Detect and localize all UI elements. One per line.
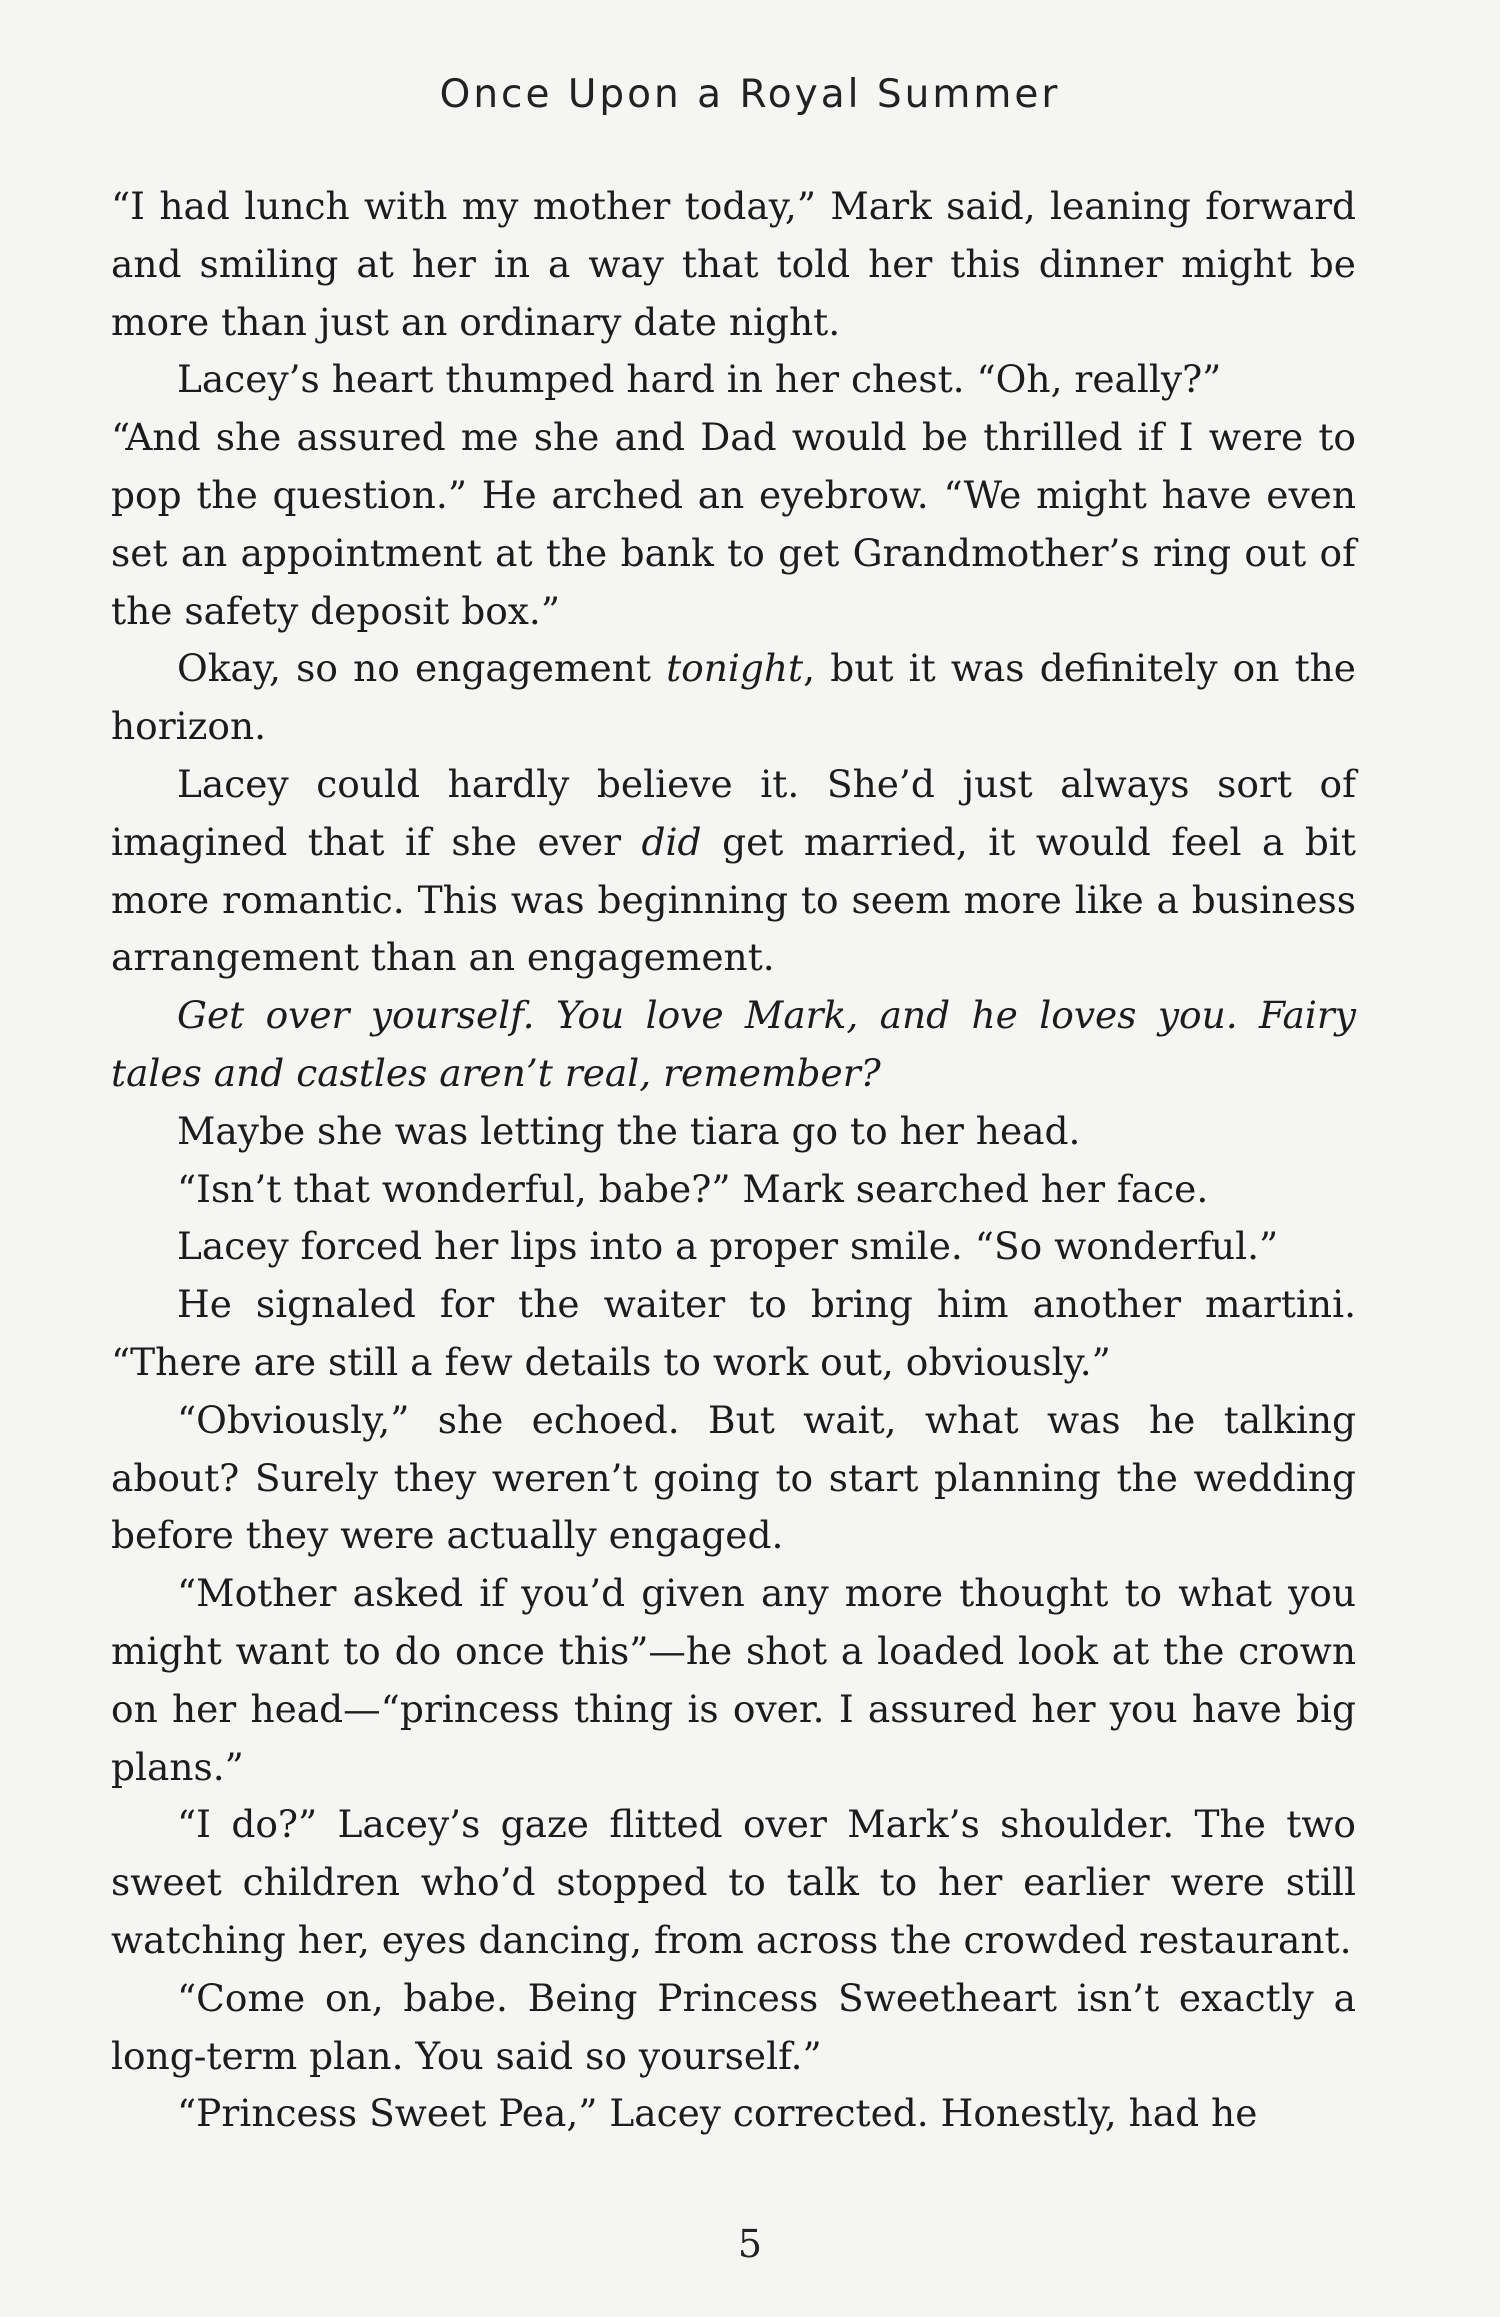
paragraph-italic-text: tonight bbox=[666, 646, 804, 691]
paragraph-text: Okay, so no engagement bbox=[177, 646, 667, 691]
paragraph bbox=[111, 1161, 1356, 1219]
paragraph bbox=[111, 1796, 1356, 1969]
paragraph bbox=[111, 1276, 1356, 1392]
paragraph bbox=[111, 1218, 1356, 1276]
paragraph-text: “I had lunch with my mother today,” Mark said, leaning forward and smiling at her in a way that told her this dinner might be more than just an ordinary date night. bbox=[111, 184, 1356, 344]
paragraph bbox=[111, 2085, 1356, 2143]
paragraph-italic-text: did bbox=[641, 819, 702, 864]
paragraph bbox=[111, 1392, 1356, 1565]
paragraph-text: , but it was definitely on the horizon. bbox=[111, 646, 1356, 749]
paragraph-italic-text: Get over yourself. You love Mark, and he loves you. Fairy tales and castles aren’t real, remember? bbox=[111, 993, 1356, 1095]
paragraph bbox=[111, 987, 1356, 1103]
paragraph-text: “Obviously,” she echoed. But wait, what was he talking about? Surely they weren’t going to start planning the wedding before they were actually engaged. bbox=[111, 1397, 1356, 1558]
paragraph-text: Lacey forced her lips into a proper smile. “So wonderful.” bbox=[177, 1224, 1279, 1269]
paragraph-text: “Mother asked if you’d given any more thought to what you might want to do once this”—he shot a loaded look at the crown on her head—“princess thing is over. I assured her you have big plans.” bbox=[111, 1571, 1356, 1789]
paragraph bbox=[111, 756, 1356, 987]
paragraph-text: Maybe she was letting the tiara go to her head. bbox=[177, 1108, 1081, 1153]
paragraph bbox=[111, 409, 1356, 640]
paragraph bbox=[111, 351, 1356, 409]
paragraph bbox=[111, 178, 1356, 351]
paragraph-text: Lacey’s heart thumped hard in her chest. “Oh, really?” bbox=[177, 357, 1222, 402]
paragraph-text: Lacey could hardly believe it. She’d just always sort of imagined that if she ever bbox=[111, 761, 1356, 864]
paragraph-text: “Princess Sweet Pea,” Lacey corrected. Honestly, had he bbox=[177, 2091, 1258, 2136]
paragraph bbox=[111, 1103, 1356, 1161]
running-header-title: Once Upon a Royal Summer bbox=[439, 72, 1061, 117]
paragraph-text: get married, it would feel a bit more romantic. This was beginning to seem more like a business arrangement than an engagement. bbox=[111, 819, 1356, 980]
page-number: 5 bbox=[737, 2222, 763, 2266]
body-text bbox=[111, 178, 1356, 2143]
paragraph-text: “I do?” Lacey’s gaze flitted over Mark’s shoulder. The two sweet children who’d stopped to talk to her earlier were still watching her, eyes dancing, from across the crowded restaurant. bbox=[111, 1802, 1356, 1962]
paragraph-text: He signaled for the waiter to bring him another martini. “There are still a few details to work out, obviously.” bbox=[111, 1282, 1356, 1384]
paragraph-text: “And she assured me she and Dad would be thrilled if I were to pop the question.” He arched an eyebrow. “We might have even set an appointment at the bank to get Grandmother’s ring out of the safety deposit box.” bbox=[111, 415, 1356, 633]
paragraph-text: “Isn’t that wonderful, babe?” Mark searched her face. bbox=[177, 1166, 1209, 1211]
paragraph bbox=[111, 1565, 1356, 1796]
paragraph bbox=[111, 1970, 1356, 2086]
paragraph bbox=[111, 640, 1356, 756]
paragraph-text: “Come on, babe. Being Princess Sweetheart isn’t exactly a long-term plan. You said so yourself.” bbox=[111, 1975, 1356, 2078]
